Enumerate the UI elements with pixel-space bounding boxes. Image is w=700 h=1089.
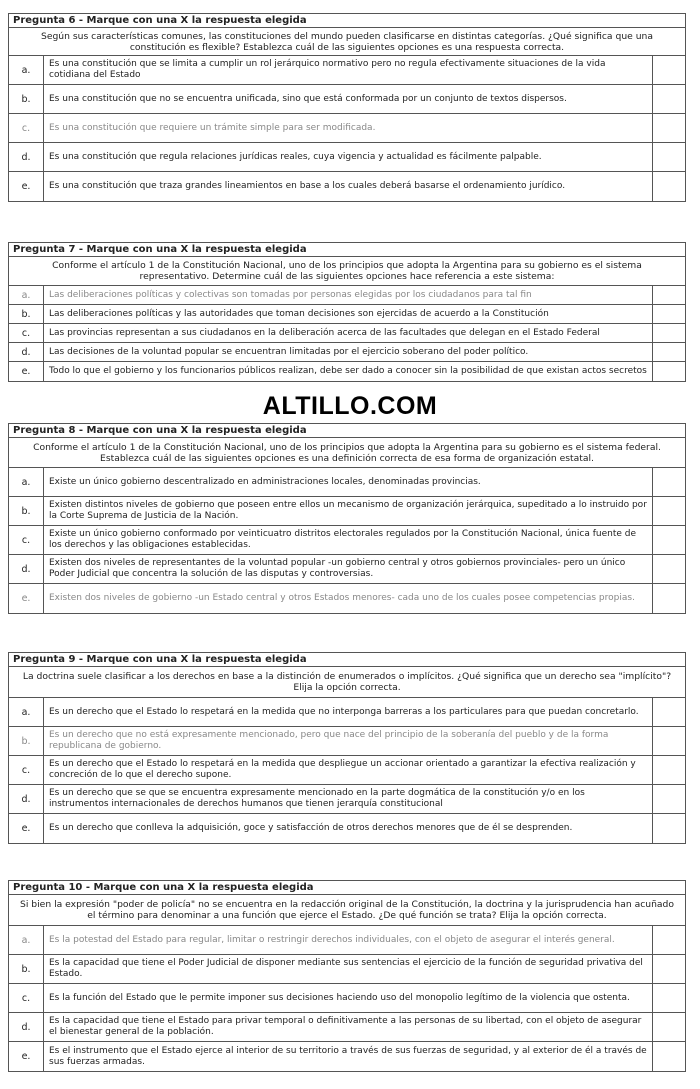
- option-letter: a.: [9, 926, 44, 954]
- option-row: [9, 584, 685, 613]
- option-row: [9, 727, 685, 756]
- option-letter: a.: [9, 56, 44, 84]
- answer-box[interactable]: [653, 85, 685, 113]
- option-text: Existen distintos niveles de gobierno que poseen entre ellos un mecanismo de organización jerárquica, supeditado a lo instruido por la Corte Suprema de Justicia de la Nación.: [44, 497, 653, 525]
- option-letter: c.: [9, 984, 44, 1012]
- watermark-text: ALTILLO.COM: [262, 392, 438, 420]
- question-header: Pregunta 7 - Marque con una X la respuesta elegida: [9, 243, 685, 257]
- option-letter: c.: [9, 324, 44, 342]
- option-letter: b.: [9, 305, 44, 323]
- option-row: [9, 324, 685, 343]
- answer-box[interactable]: [653, 698, 685, 726]
- option-text: Es una constitución que no se encuentra unificada, sino que está conformada por un conjunto de textos dispersos.: [44, 85, 653, 113]
- option-text: Todo lo que el gobierno y los funcionarios públicos realizan, debe ser dado a conocer sin la posibilidad de que existan actos secretos: [44, 362, 653, 381]
- option-letter: a.: [9, 286, 44, 304]
- option-text: Es la potestad del Estado para regular, limitar o restringir derechos individuales, con el objeto de asegurar el interés general.: [44, 926, 653, 954]
- option-row: [9, 362, 685, 381]
- option-letter: d.: [9, 1013, 44, 1041]
- answer-box[interactable]: [653, 468, 685, 496]
- option-text: Es un derecho que se que se encuentra expresamente mencionado en la parte dogmática de la constitución y/o en los instrumentos internacionales de derechos humanos que tienen jerarquía constitucional: [44, 785, 653, 813]
- option-letter: e.: [9, 1042, 44, 1071]
- question-text: Según sus características comunes, las constituciones del mundo pueden clasificarse en distintas categorías. ¿Qué significa que una constitución es flexible? Establezca cuál de las siguientes opciones es una respuesta correcta.: [9, 28, 685, 56]
- option-letter: a.: [9, 698, 44, 726]
- option-letter: b.: [9, 497, 44, 525]
- answer-box[interactable]: [653, 343, 685, 361]
- option-row: [9, 1042, 685, 1071]
- answer-box[interactable]: [653, 114, 685, 142]
- question-7: [8, 242, 686, 382]
- option-text: Las deliberaciones políticas y colectivas son tomadas por personas elegidas por los ciudadanos para tal fin: [44, 286, 653, 304]
- option-letter: c.: [9, 526, 44, 554]
- option-letter: e.: [9, 814, 44, 843]
- option-letter: b.: [9, 85, 44, 113]
- option-row: [9, 114, 685, 143]
- option-text: Es un derecho que conlleva la adquisición, goce y satisfacción de otros derechos menores que de él se desprenden.: [44, 814, 653, 843]
- option-row: [9, 497, 685, 526]
- option-text: Existe un único gobierno conformado por veinticuatro distritos electorales regulados por la Constitución Nacional, única fuente de los derechos y las obligaciones establecidas.: [44, 526, 653, 554]
- option-row: [9, 1013, 685, 1042]
- answer-box[interactable]: [653, 955, 685, 983]
- question-header: Pregunta 10 - Marque con una X la respuesta elegida: [9, 881, 685, 895]
- question-text: Conforme el artículo 1 de la Constitución Nacional, uno de los principios que adopta la Argentina para su gobierno es el sistema federal. Establezca cuál de las siguientes opciones es una definición correcta de esa forma de organización estatal.: [9, 438, 685, 468]
- question-6: [8, 13, 686, 202]
- answer-box[interactable]: [653, 324, 685, 342]
- option-letter: d.: [9, 555, 44, 583]
- answer-box[interactable]: [653, 1013, 685, 1041]
- question-header: Pregunta 6 - Marque con una X la respuesta elegida: [9, 14, 685, 28]
- option-row: [9, 984, 685, 1013]
- option-letter: e.: [9, 362, 44, 381]
- answer-box[interactable]: [653, 526, 685, 554]
- option-text: Es una constitución que requiere un trámite simple para ser modificada.: [44, 114, 653, 142]
- option-text: Es la capacidad que tiene el Poder Judicial de disponer mediante sus sentencias el ejercicio de la función de seguridad privativa del Estado.: [44, 955, 653, 983]
- option-row: [9, 698, 685, 727]
- option-row: [9, 305, 685, 324]
- option-text: Es un derecho que no está expresamente mencionado, pero que nace del principio de la soberanía del pueblo y de la forma republicana de gobierno.: [44, 727, 653, 755]
- question-text: La doctrina suele clasificar a los derechos en base a la distinción de enumerados o implícitos. ¿Qué significa que un derecho sea "implícito"? Elija la opción correcta.: [9, 667, 685, 698]
- option-text: Existe un único gobierno descentralizado en administraciones locales, denominadas provincias.: [44, 468, 653, 496]
- answer-box[interactable]: [653, 584, 685, 613]
- option-text: Es la capacidad que tiene el Estado para privar temporal o definitivamente a las personas de su libertad, con el objeto de asegurar el bienestar general de la población.: [44, 1013, 653, 1041]
- option-text: Es la función del Estado que le permite imponer sus decisiones haciendo uso del monopolio legítimo de la violencia que ostenta.: [44, 984, 653, 1012]
- question-8: [8, 423, 686, 614]
- answer-box[interactable]: [653, 1042, 685, 1071]
- answer-box[interactable]: [653, 555, 685, 583]
- option-text: Existen dos niveles de representantes de la voluntad popular -un gobierno central y otros gobiernos provinciales- pero un único Poder Judicial que concentra la solución de las disputas y controversias.: [44, 555, 653, 583]
- option-row: [9, 955, 685, 984]
- option-text: Es el instrumento que el Estado ejerce al interior de su territorio a través de sus fuerzas de seguridad, y al exterior de él a través de sus fuerzas armadas.: [44, 1042, 653, 1071]
- question-text: Si bien la expresión "poder de policía" no se encuentra en la redacción original de la Constitución, la doctrina y la jurisprudencia han acuñado el término para denominar a una función que ejerce el Estado. ¿De qué función se trata? Elija la opción correcta.: [9, 895, 685, 926]
- option-row: [9, 343, 685, 362]
- option-text: Las provincias representan a sus ciudadanos en la deliberación acerca de las facultades que delegan en el Estado Federal: [44, 324, 653, 342]
- answer-box[interactable]: [653, 756, 685, 784]
- answer-box[interactable]: [653, 56, 685, 84]
- option-text: Es una constitución que se limita a cumplir un rol jerárquico normativo pero no regula efectivamente situaciones de la vida cotidiana del Estado: [44, 56, 653, 84]
- option-letter: e.: [9, 172, 44, 201]
- option-row: [9, 143, 685, 172]
- option-letter: b.: [9, 727, 44, 755]
- option-text: Es una constitución que traza grandes lineamientos en base a los cuales deberá basarse el ordenamiento jurídico.: [44, 172, 653, 201]
- option-text: Es un derecho que el Estado lo respetará en la medida que despliegue un accionar orientado a garantizar la efectiva realización y concreción de lo que el derecho supone.: [44, 756, 653, 784]
- option-letter: c.: [9, 114, 44, 142]
- option-letter: b.: [9, 955, 44, 983]
- answer-box[interactable]: [653, 143, 685, 171]
- question-9: [8, 652, 686, 844]
- option-row: [9, 468, 685, 497]
- answer-box[interactable]: [653, 984, 685, 1012]
- answer-box[interactable]: [653, 785, 685, 813]
- option-row: [9, 756, 685, 785]
- option-text: Las decisiones de la voluntad popular se encuentran limitadas por el ejercicio soberano del poder político.: [44, 343, 653, 361]
- option-letter: d.: [9, 343, 44, 361]
- answer-box[interactable]: [653, 305, 685, 323]
- question-10: [8, 880, 686, 1072]
- question-header: Pregunta 8 - Marque con una X la respuesta elegida: [9, 424, 685, 438]
- question-text: Conforme el artículo 1 de la Constitución Nacional, uno de los principios que adopta la Argentina para su gobierno es el sistema representativo. Determine cuál de las siguientes opciones hace referencia a este sistema:: [9, 257, 685, 286]
- answer-box[interactable]: [653, 497, 685, 525]
- option-text: Es un derecho que el Estado lo respetará en la medida que no interponga barreras a los particulares para que puedan concretarlo.: [44, 698, 653, 726]
- option-row: [9, 926, 685, 955]
- option-text: Las deliberaciones políticas y las autoridades que toman decisiones son ejercidas de acuerdo a la Constitución: [44, 305, 653, 323]
- answer-box[interactable]: [653, 286, 685, 304]
- option-letter: d.: [9, 143, 44, 171]
- option-text: Es una constitución que regula relaciones jurídicas reales, cuya vigencia y actualidad es fácilmente palpable.: [44, 143, 653, 171]
- question-header: Pregunta 9 - Marque con una X la respuesta elegida: [9, 653, 685, 667]
- option-row: [9, 286, 685, 305]
- option-letter: c.: [9, 756, 44, 784]
- option-row: [9, 56, 685, 85]
- option-row: [9, 785, 685, 814]
- option-letter: a.: [9, 468, 44, 496]
- option-text: Existen dos niveles de gobierno -un Estado central y otros Estados menores- cada uno de los cuales posee competencias propias.: [44, 584, 653, 613]
- answer-box[interactable]: [653, 926, 685, 954]
- answer-box[interactable]: [653, 727, 685, 755]
- option-letter: d.: [9, 785, 44, 813]
- answer-box[interactable]: [653, 172, 685, 201]
- option-row: [9, 555, 685, 584]
- option-letter: e.: [9, 584, 44, 613]
- option-row: [9, 172, 685, 201]
- option-row: [9, 85, 685, 114]
- answer-box[interactable]: [653, 362, 685, 381]
- answer-box[interactable]: [653, 814, 685, 843]
- option-row: [9, 526, 685, 555]
- option-row: [9, 814, 685, 843]
